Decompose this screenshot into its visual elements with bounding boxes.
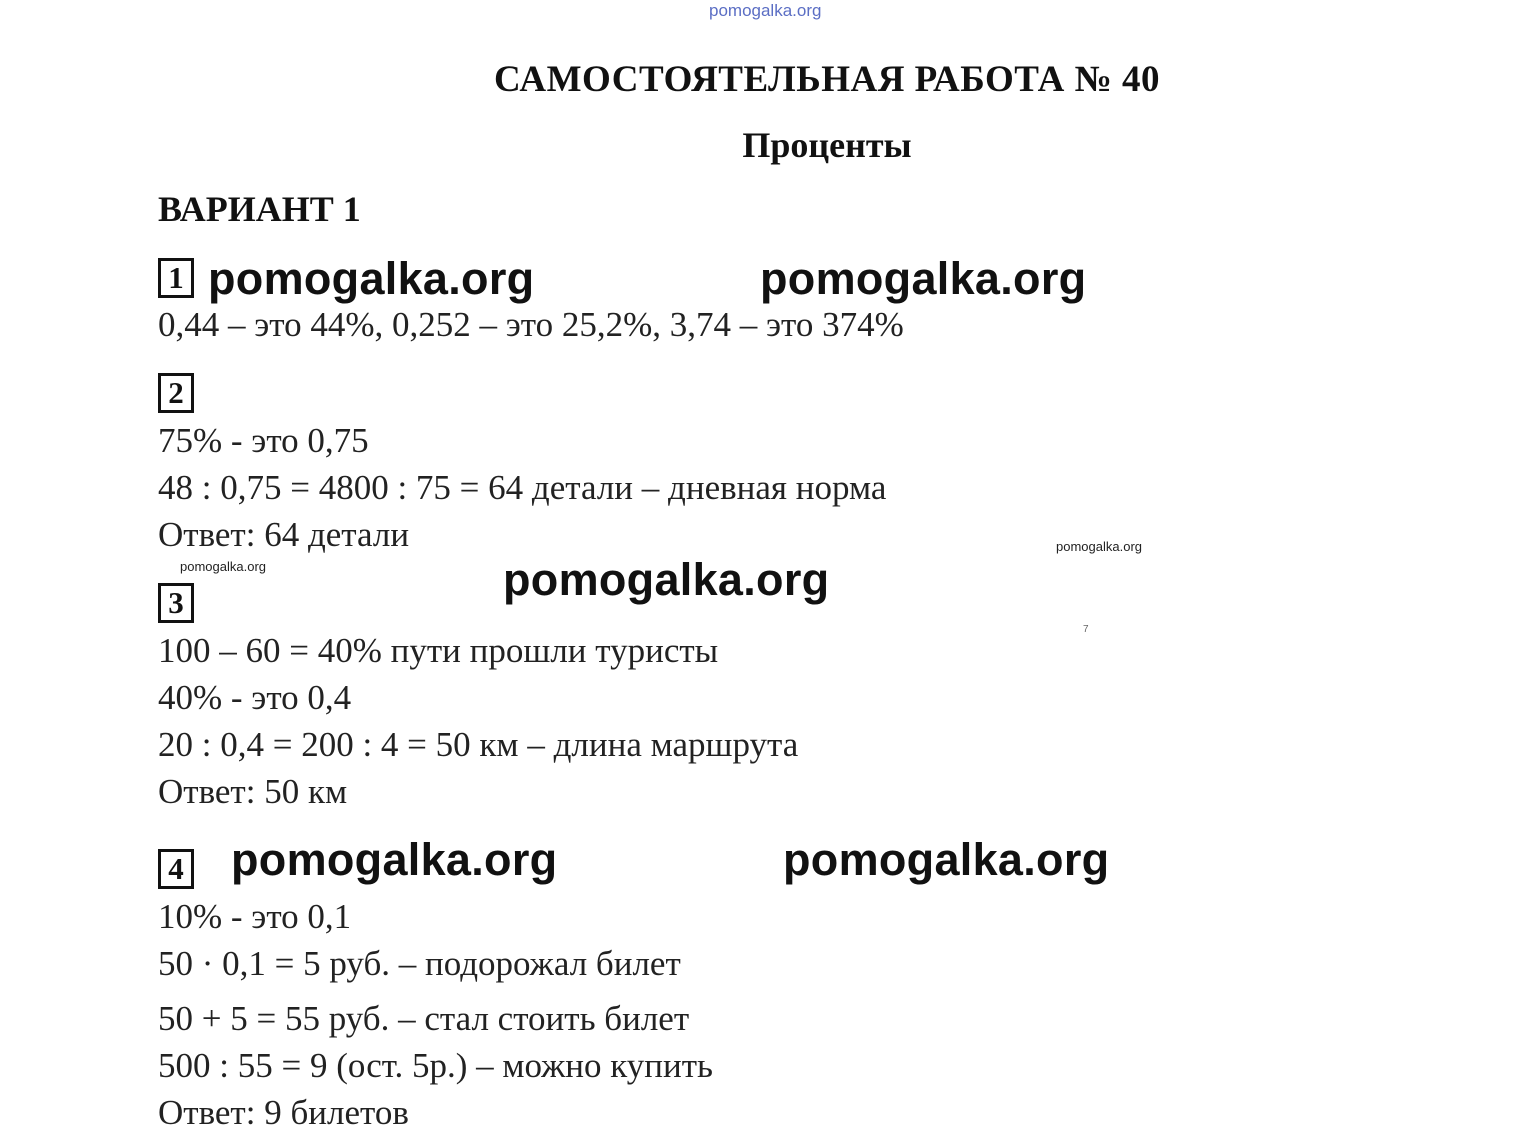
watermark-small: pomogalka.org <box>1056 539 1142 554</box>
stray-mark: 7 <box>1083 624 1089 635</box>
watermark-small: pomogalka.org <box>180 559 266 574</box>
task-line: Ответ: 9 билетов <box>158 1093 409 1132</box>
task-line: 100 – 60 = 40% пути прошли туристы <box>158 631 719 670</box>
task-line: Ответ: 50 км <box>158 772 348 811</box>
task-line: 50 + 5 = 55 руб. – стал стоить билет <box>158 999 690 1038</box>
task-line: Ответ: 64 детали <box>158 515 410 554</box>
task-number-box: 3 <box>158 583 194 623</box>
page-title: САМОСТОЯТЕЛЬНАЯ РАБОТА № 40 <box>493 59 1160 100</box>
task-number-box: 2 <box>158 373 194 413</box>
task-line: 48 : 0,75 = 4800 : 75 = 64 детали – дневная норма <box>158 468 887 507</box>
task-line: 500 : 55 = 9 (ост. 5р.) – можно купить <box>158 1046 714 1085</box>
watermark-large: pomogalka.org <box>503 554 830 605</box>
task-line: 40% - это 0,4 <box>158 678 352 717</box>
variant-heading: ВАРИАНТ 1 <box>158 189 361 229</box>
task-line: 50 · 0,1 = 5 руб. – подорожал билет <box>158 944 681 983</box>
watermark-large: pomogalka.org <box>760 253 1087 304</box>
task-line: 20 : 0,4 = 200 : 4 = 50 км – длина маршрута <box>158 725 799 764</box>
task-number-box: 1 <box>158 258 194 298</box>
watermark-large: pomogalka.org <box>231 834 558 885</box>
watermark-large: pomogalka.org <box>208 253 535 304</box>
task-line: 10% - это 0,1 <box>158 897 352 936</box>
top-watermark: pomogalka.org <box>709 1 822 20</box>
page-subtitle: Проценты <box>742 125 912 165</box>
task-line: 75% - это 0,75 <box>158 421 369 460</box>
task-number-box: 4 <box>158 849 194 889</box>
watermark-large: pomogalka.org <box>783 834 1110 885</box>
task-line: 0,44 – это 44%, 0,252 – это 25,2%, 3,74 – это 374% <box>158 305 904 344</box>
